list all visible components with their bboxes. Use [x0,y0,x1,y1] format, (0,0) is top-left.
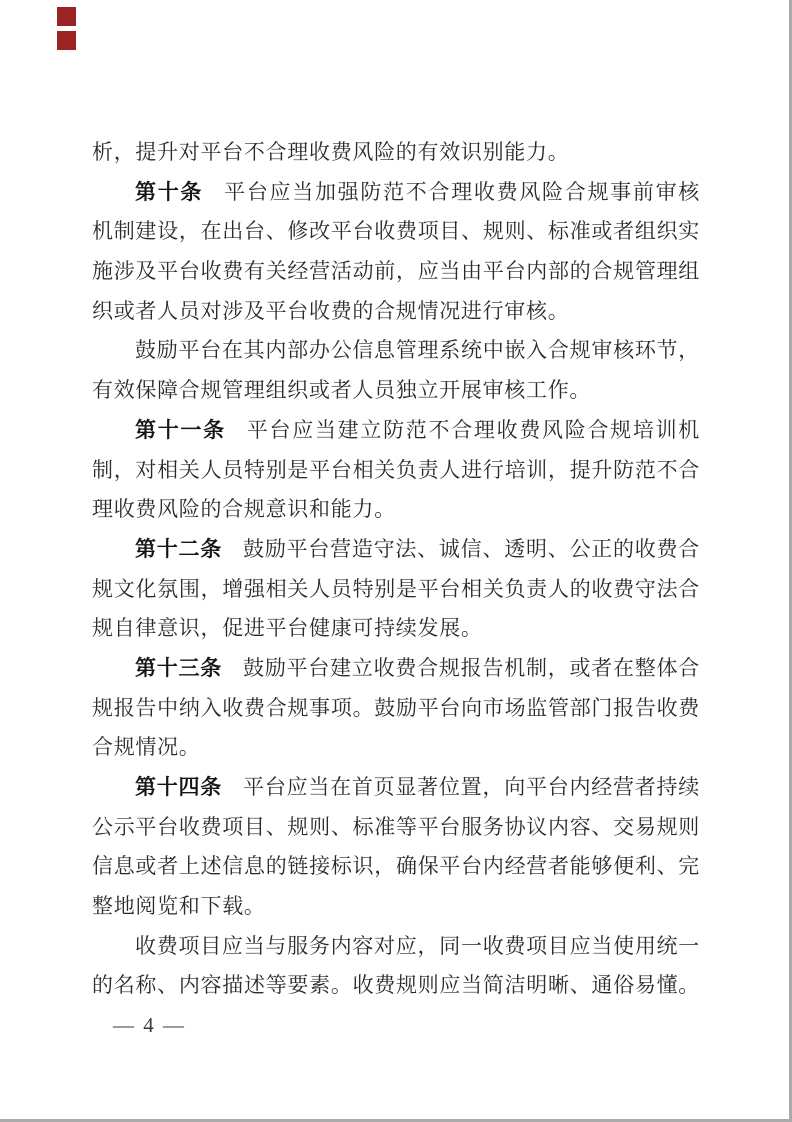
line-text: 规报告中纳入收费合规事项。鼓励平台向市场监管部门报告收费 [92,695,700,720]
line-text: 鼓励平台在其内部办公信息管理系统中嵌入合规审核环节， [135,338,700,363]
red-mark-bottom [57,31,76,50]
article-11-term: 第十一条 [135,417,226,442]
article-13-line [92,649,700,689]
text-line [92,252,700,292]
text-line [92,728,700,768]
line-text: 合规情况。 [92,735,201,760]
line-text: 平台应当加强防范不合理收费风险合规事前审核 [224,179,700,204]
line-text: 有效保障合规管理组织或者人员独立开展审核工作。 [92,378,592,403]
text-line [92,490,700,530]
text-line [92,808,700,848]
text-line [92,292,700,332]
document-body [92,133,700,1006]
text-line [92,887,700,927]
line-text: 整地阅览和下载。 [92,894,266,919]
article-10-line [92,173,700,213]
article-12-term: 第十二条 [135,536,223,561]
article-11-line [92,411,700,451]
line-text: 析，提升对平台不合理收费风险的有效识别能力。 [92,140,570,164]
text-line [92,133,700,173]
line-text: 的名称、内容描述等要素。收费规则应当简洁明晰、通俗易懂。 [92,973,700,998]
line-text: 鼓励平台建立收费合规报告机制，或者在整体合 [243,655,700,680]
article-12-line [92,530,700,570]
article-10-term: 第十条 [135,179,204,204]
line-text: 规文化氛围，增强相关人员特别是平台相关负责人的收费守法合 [92,576,700,601]
text-line [92,331,700,371]
line-text: 平台应当在首页显著位置，向平台内经营者持续 [243,775,700,799]
line-text: 制，对相关人员特别是平台相关负责人进行培训，提升防范不合 [92,457,700,482]
red-mark-top [57,7,76,26]
text-line [92,609,700,649]
text-line [92,371,700,411]
text-line [92,212,700,252]
line-text: 公示平台收费项目、规则、标准等平台服务协议内容、交易规则 [92,814,700,839]
line-text: 规自律意识，促进平台健康可持续发展。 [92,616,483,641]
line-text: 平台应当建立防范不合理收费风险合规培训机 [246,417,700,442]
article-14-line [92,768,700,808]
text-line [92,570,700,610]
text-line [92,927,700,967]
article-13-term: 第十三条 [135,655,223,680]
line-text: 信息或者上述信息的链接标识，确保平台内经营者能够便利、完 [92,854,700,879]
article-14-term: 第十四条 [135,775,223,799]
red-stamp-marks [57,7,77,55]
line-text: 机制建设，在出台、修改平台收费项目、规则、标准或者组织实 [92,219,700,244]
text-line [92,966,700,1006]
line-text: 鼓励平台营造守法、诚信、透明、公正的收费合 [243,536,700,561]
line-text: 织或者人员对涉及平台收费的合规情况进行审核。 [92,298,570,323]
text-line [92,847,700,887]
text-line [92,689,700,729]
line-text: 施涉及平台收费有关经营活动前，应当由平台内部的合规管理组 [92,259,700,284]
line-text: 收费项目应当与服务内容对应，同一收费项目应当使用统一 [135,933,700,958]
page-number: — 4 — [113,1013,186,1037]
line-text: 理收费风险的合规意识和能力。 [92,497,396,522]
text-line [92,451,700,491]
